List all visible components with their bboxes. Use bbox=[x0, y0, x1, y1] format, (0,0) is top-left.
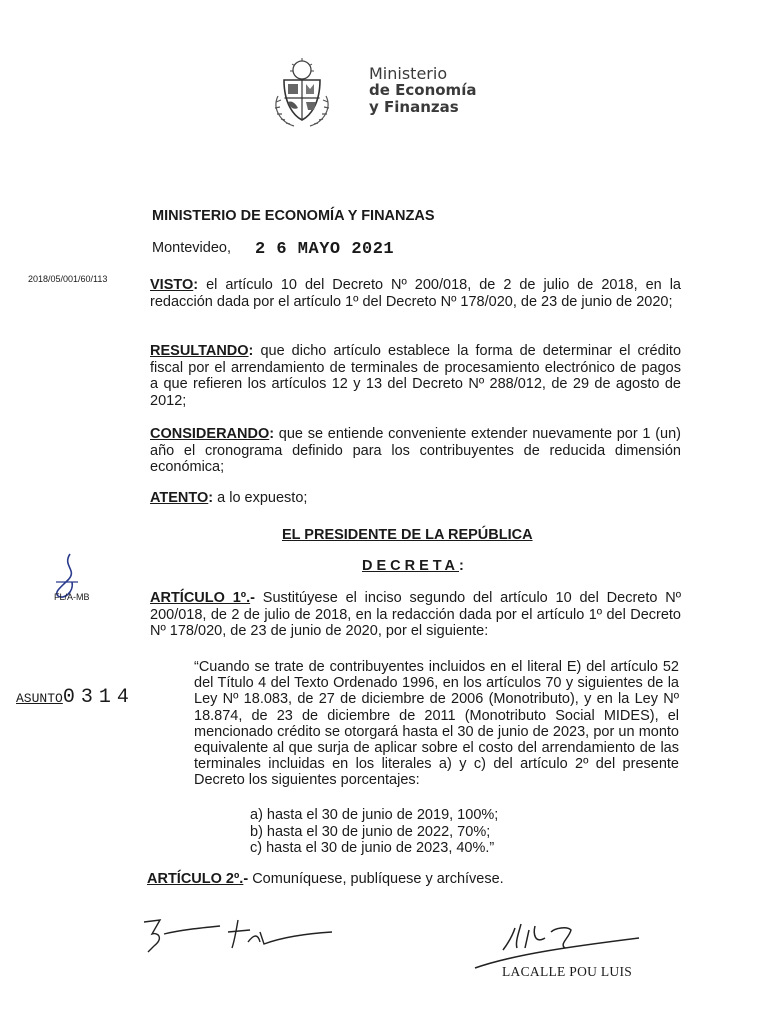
asunto-number: 0314 bbox=[62, 686, 135, 709]
signer-name: LACALLE POU LUIS bbox=[502, 964, 633, 979]
resultando-paragraph: RESULTANDO: que dicho artículo establece la forma de determinar el crédito fiscal por el arrendamiento de terminales de procesamiento electrónico de pagos a que refieren los artículos 12 y 13 del Decreto Nº 288/012, de 29 de agosto de 2012; bbox=[150, 343, 682, 409]
atento-label: ATENTO bbox=[150, 490, 209, 506]
article-1-text: Sustitúyese el inciso segundo del artículo 10 del Decreto Nº 200/018, de 2 de julio de 2018, en la redacción dada por el artículo 1º del Decreto Nº 178/020, de 23 de junio de 2020, por el siguiente: bbox=[150, 590, 682, 639]
visto-paragraph: VISTO: el artículo 10 del Decreto Nº 200/018, de 2 de julio de 2018, en la redacción dada por el artículo 1º del Decreto Nº 178/020, de 23 de junio de 2020; bbox=[150, 277, 681, 310]
atento-text: a lo expuesto; bbox=[217, 490, 308, 506]
coat-of-arms-logo bbox=[264, 56, 340, 132]
initials-label: FL/A-MB bbox=[54, 592, 90, 602]
article-2-paragraph: ARTÍCULO 2º.- Comuníquese, publíquese y archívese. bbox=[147, 871, 504, 887]
visto-label: VISTO bbox=[150, 277, 194, 293]
decreta-text: DECRETA bbox=[362, 558, 460, 574]
visto-text: el artículo 10 del Decreto Nº 200/018, de 2 de julio de 2018, en la redacción dada por el artículo 1º del Decreto Nº 178/020, de 23 de junio de 2020; bbox=[150, 277, 681, 310]
decreta-heading: DECRETA: bbox=[362, 558, 468, 574]
percentage-list bbox=[250, 807, 498, 857]
article-2-text: Comuníquese, publíquese y archívese. bbox=[252, 871, 504, 887]
city-label: Montevideo, bbox=[152, 240, 231, 256]
ministry-title: MINISTERIO DE ECONOMÍA Y FINANZAS bbox=[152, 208, 435, 224]
article-1-label: ARTÍCULO 1º. bbox=[150, 590, 251, 606]
reference-number: 2018/05/001/60/113 bbox=[28, 274, 108, 284]
considerando-label: CONSIDERANDO bbox=[150, 426, 270, 442]
considerando-text: que se entiende conveniente extender nuevamente por 1 (un) año el cronograma definido para los contribuyentes de reducida dimensión económica; bbox=[150, 426, 681, 475]
minister-signature bbox=[140, 912, 340, 962]
asunto-stamp bbox=[16, 686, 135, 709]
article-1-quote: “Cuando se trate de contribuyentes incluidos en el literal E) del artículo 52 del Título 4 del Texto Ordenado 1996, en los artículos 70 y siguientes de la Ley Nº 18.083, de 27 de diciembre de 2006 (Monotributo), y en la Ley Nº 18.874, de 23 de diciembre de 2011 (Monotributo Social MIDES), el mencionado crédito se otorgará hasta el 30 de junio de 2023, por un monto equivalente al que surja de aplicar sobre el costo del arrendamiento de las terminales incluidas en los literales a) y c) del artículo 2º del presente Decreto los siguientes porcentajes: bbox=[194, 659, 679, 789]
ministry-logo-text bbox=[369, 65, 476, 116]
president-heading: EL PRESIDENTE DE LA REPÚBLICA bbox=[282, 527, 533, 543]
asunto-label: ASUNTO bbox=[16, 691, 63, 706]
list-item: a) hasta el 30 de junio de 2019, 100%; bbox=[250, 807, 499, 823]
logo-line-3: y Finanzas bbox=[369, 98, 459, 116]
resultando-label: RESULTANDO bbox=[150, 343, 249, 359]
resultando-text: que dicho artículo establece la forma de determinar el crédito fiscal por el arrendamiento de terminales de procesamiento electrónico de pagos a que refieren los artículos 12 y 13 del Decreto Nº 288/012, de 29 de agosto de 2012; bbox=[150, 343, 682, 409]
date-stamp: 2 6 MAYO 2021 bbox=[255, 240, 395, 259]
atento-paragraph: ATENTO: a lo expuesto; bbox=[150, 490, 308, 506]
article-1-paragraph: ARTÍCULO 1º.- Sustitúyese el inciso segundo del artículo 10 del Decreto Nº 200/018, de 2 de julio de 2018, en la redacción dada por el artículo 1º del Decreto Nº 178/020, de 23 de junio de 2020, por el siguiente: bbox=[150, 590, 682, 639]
list-item: b) hasta el 30 de junio de 2022, 70%; bbox=[250, 823, 491, 840]
logo-line-1: Ministerio bbox=[369, 64, 448, 83]
article-2-label: ARTÍCULO 2º. bbox=[147, 871, 244, 887]
logo-line-2: de Economía bbox=[369, 81, 477, 99]
considerando-paragraph: CONSIDERANDO: que se entiende conveniente extender nuevamente por 1 (un) año el cronograma definido para los contribuyentes de reducida dimensión económica; bbox=[150, 426, 681, 475]
list-item: c) hasta el 30 de junio de 2023, 40%.” bbox=[250, 840, 495, 856]
